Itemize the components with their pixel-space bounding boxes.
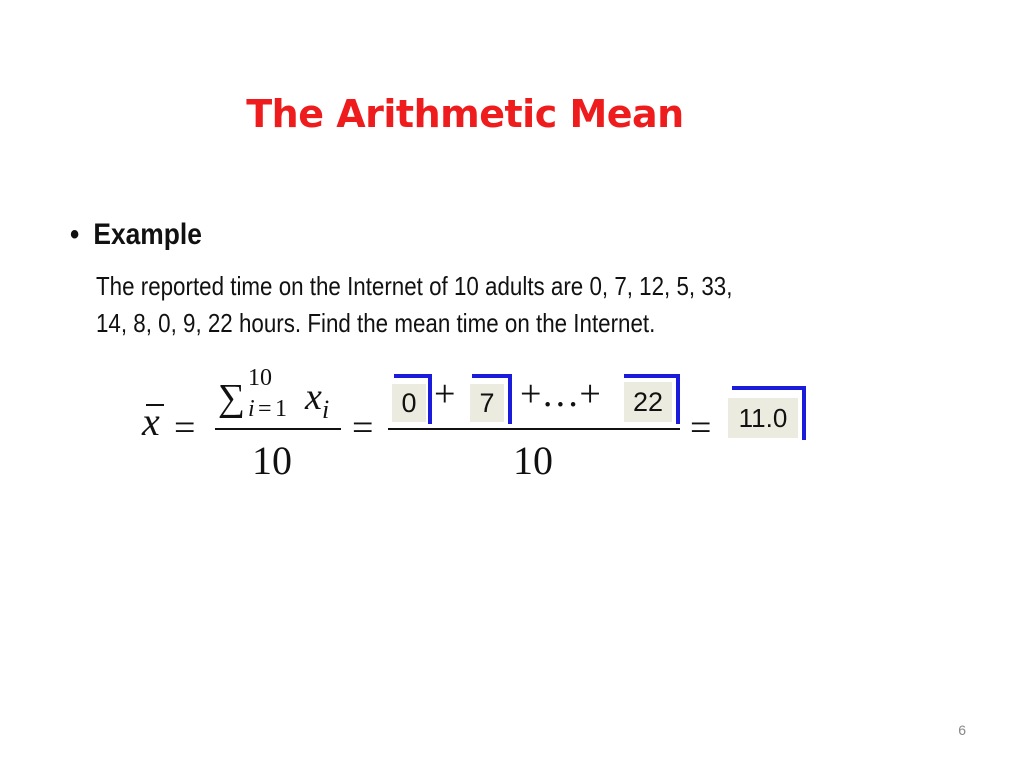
equals-sign: =	[690, 407, 712, 449]
answer-box-2: 7	[470, 384, 504, 422]
result-box: 11.0	[728, 398, 798, 438]
plus-sign: +	[434, 373, 456, 415]
equals-sign: =	[174, 407, 196, 449]
denominator-2: 10	[513, 438, 553, 483]
ellipsis-plus: +…+	[520, 373, 601, 415]
xbar-symbol: x	[142, 399, 160, 444]
sum-symbol: ∑	[218, 377, 246, 419]
fraction-line-1	[215, 428, 341, 430]
slide-title: The Arithmetic Mean	[246, 92, 684, 136]
answer-box-1: 0	[392, 384, 426, 422]
term-var: x	[305, 376, 322, 418]
denominator-1: 10	[252, 438, 292, 483]
answer-box-3: 22	[624, 382, 672, 422]
term-subscript: i	[322, 395, 330, 424]
paragraph-line: 14, 8, 0, 9, 22 hours. Find the mean time on the Internet.	[96, 308, 656, 338]
fraction-line-2	[388, 428, 680, 430]
equals-sign: =	[352, 407, 374, 449]
sum-index-var: i	[248, 396, 255, 422]
paragraph-line: The reported time on the Internet of 10 adults are 0, 7, 12, 5, 33,	[96, 271, 733, 301]
bullet-heading: Example	[93, 218, 202, 251]
bullet-icon: •	[70, 218, 80, 251]
page-number: 6	[958, 722, 966, 738]
sum-upper-limit: 10	[248, 365, 272, 391]
sum-lower-limit: 1	[275, 396, 287, 422]
sum-index-equals: =	[258, 396, 272, 422]
bullet-item	[70, 218, 202, 252]
example-paragraph	[96, 268, 870, 342]
